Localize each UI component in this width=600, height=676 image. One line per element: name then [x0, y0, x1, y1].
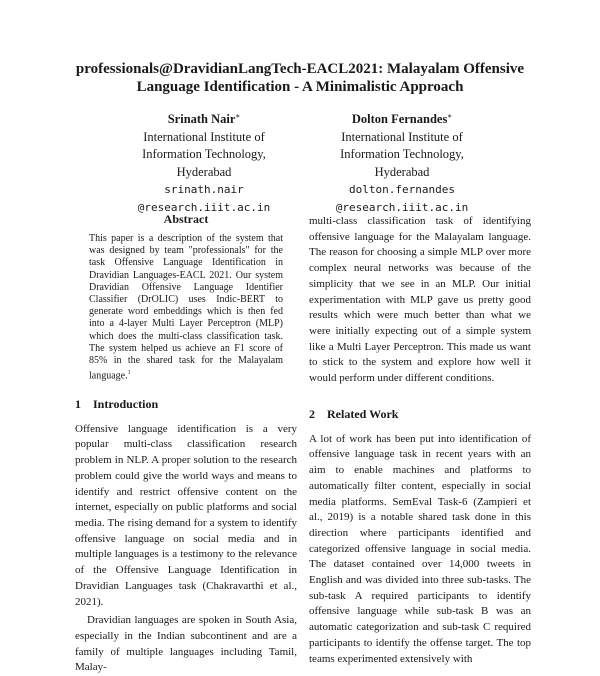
- author-mark: ∗: [447, 112, 453, 120]
- author-mark: ∗: [235, 112, 241, 120]
- author-affiliation: International Institute of: [341, 129, 463, 144]
- author-city: Hyderabad: [176, 164, 232, 179]
- section-number: 1: [75, 396, 81, 411]
- author-email: @research.iiit.ac.in: [335, 200, 469, 214]
- author-affiliation: Information Technology,: [142, 147, 266, 162]
- author-city: Hyderabad: [374, 164, 430, 179]
- abstract-heading: Abstract: [163, 212, 209, 226]
- body-paragraph: Dravidian languages are spoken in South Asia, especially in the Indian subcontinent and are a family of multiple languages including Tamil, Malay-: [75, 614, 297, 674]
- left-column: [75, 212, 297, 674]
- body-paragraph: Offensive language identification is a very popular multi-class classification research problem in NLP. A proper solution to the research problem could give the world ways and means to identify and restrict offensive content on the internet, especially on public platforms and social media. The rising demand for a system to identify offensive language on social media and in multiple languages is a testimony to the relevance of the Offensive Language Identification in Dravidian Languages task (Chakravarthi et al., 2021).: [75, 422, 297, 608]
- right-column: [309, 214, 531, 665]
- section-number: 2: [309, 406, 315, 421]
- author-email: srinath.nair: [164, 183, 244, 197]
- section-heading: [75, 397, 297, 412]
- section-title: Introduction: [93, 396, 159, 411]
- author-block-2: [282, 108, 522, 216]
- author-email: @research.iiit.ac.in: [137, 200, 271, 214]
- title-line-1: professionals@DravidianLangTech-EACL2021: Malayalam Offensive: [75, 61, 525, 77]
- paper-title: [40, 60, 560, 96]
- title-line-2: Language Identification - A Minimalistic Approach: [136, 79, 464, 95]
- body-paragraph: multi-class classification task of identifying offensive language for the Malayalam language. The reason for choosing a simple MLP over more complex neural networks was because of the simplicity that we see in an MLP. Our initial experimentation with MLP gave us pretty good results which were much better than what we were initially expecting out of a simple system like a Multi Layer Perceptron. This made us want to stick to the system and explore how well it would perform under different conditions.: [309, 215, 531, 385]
- author-affiliation: International Institute of: [143, 129, 265, 144]
- author-name: Dolton Fernandes∗: [351, 112, 453, 127]
- footnote-mark: 1: [127, 370, 131, 377]
- author-email: dolton.fernandes: [349, 183, 455, 197]
- body-paragraph: A lot of work has been put into identification of offensive language task in recent years with an aim to enable machines and platforms to automatically filter content, especially in social media platforms. SemEval Task-6 (Zampieri et al., 2019) is a notable shared task done in this direction where participants identified and categorized offensive language in social media. The dataset contained over 14,000 tweets in English and was divided into three sub-tasks. The sub-task A required participants to identify offensive language while sub-task B was an automatic categorization and sub-task C required participants to identify the offense target. The top teams experimented extensively with: [309, 432, 531, 665]
- section-title: Related Work: [327, 406, 399, 421]
- author-affiliation: Information Technology,: [340, 147, 464, 162]
- section-heading: [309, 407, 531, 422]
- author-name: Srinath Nair∗: [167, 112, 241, 127]
- abstract-text: This paper is a description of the system that was designed by team "professionals" for the task Offensive Language Identification in Dravidian Languages-EACL 2021. Our system Dravidian Offensive Language Identifier Classifier (DrOLIC) uses Indic-BERT to generate word embeddings which is then fed into a 4-layer Multi Layer Perceptron (MLP) which does the multi-class classification task. The system helped us achieve an F1 score of 85% in the shared task for the Malayalam language.$^1$: [89, 233, 283, 382]
